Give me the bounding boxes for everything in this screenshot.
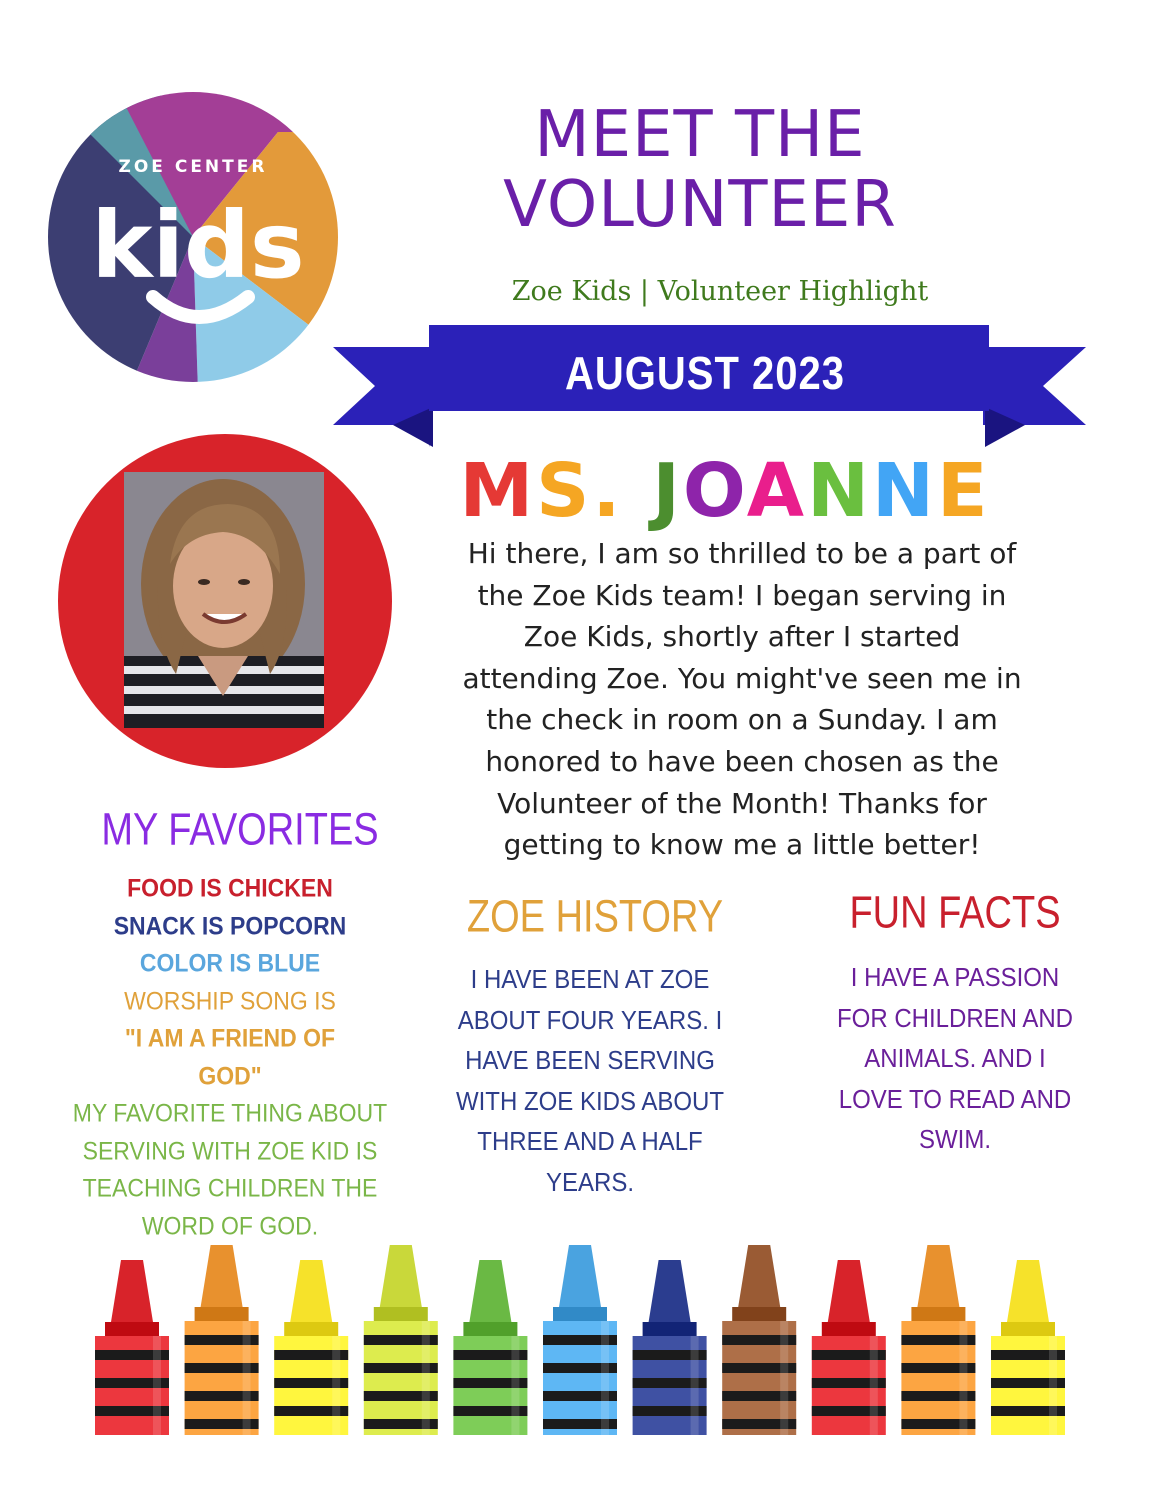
favorite-line: SNACK IS POPCORN [113, 911, 347, 940]
bio-line: Zoe Kids, shortly after I started [523, 620, 961, 654]
name-letter: J [652, 448, 683, 534]
bio-line: the Zoe Kids team! I began serving in [477, 578, 1007, 612]
history-line: HAVE BEEN SERVING [465, 1046, 715, 1076]
logo-word: kids [91, 192, 305, 299]
fun-fact-line: LOVE TO READ AND [838, 1084, 1072, 1115]
favorite-line: WORD OF GOD. [141, 1211, 319, 1240]
favorite-line: SERVING WITH ZOE KID IS [82, 1136, 378, 1165]
crayon-icon [812, 1260, 886, 1435]
favorites-heading: MY FAVORITES [101, 805, 379, 856]
favorite-line: FOOD IS CHICKEN [127, 873, 333, 903]
favorite-line: WORSHIP SONG IS [124, 986, 336, 1015]
bio-line: Volunteer of the Month! Thanks for [497, 786, 987, 820]
crayon-icon [543, 1245, 617, 1435]
history-line: YEARS. [545, 1167, 635, 1198]
favorite-line: MY FAVORITE THING ABOUT [72, 1098, 388, 1128]
history-line: I HAVE BEEN AT ZOE [470, 965, 710, 995]
fun-fact-line: ANIMALS. AND I [864, 1044, 1046, 1074]
bio-line: getting to know me a little better! [503, 828, 981, 862]
page-subtitle: Zoe Kids | Volunteer Highlight [511, 276, 929, 307]
crayon-icon [95, 1260, 169, 1435]
name-letter: M [459, 448, 537, 534]
bio-line: honored to have been chosen as the [485, 744, 999, 778]
favorites-list [40, 870, 420, 1245]
crayon-icon [901, 1245, 975, 1435]
fun-fact-line: SWIM. [919, 1125, 991, 1155]
logo-top-text: ZOE CENTER [118, 157, 268, 177]
crayon-icon [633, 1260, 707, 1435]
fun-fact-line: FOR CHILDREN AND [836, 1003, 1074, 1034]
name-letter [624, 448, 653, 534]
volunteer-name [440, 448, 1010, 534]
bio-line: the check in room on a Sunday. I am [486, 703, 998, 737]
fun-facts-text [830, 958, 1080, 1161]
favorite-line: COLOR IS BLUE [139, 948, 321, 978]
crayon-icon [364, 1245, 438, 1435]
history-line: THREE AND A HALF [477, 1127, 703, 1157]
fun-facts-heading: FUN FACTS [849, 888, 1061, 939]
crayon-row [95, 1210, 1075, 1435]
crayon-icon [274, 1260, 348, 1435]
history-line: ABOUT FOUR YEARS. I [457, 1005, 723, 1036]
history-text [455, 960, 725, 1203]
name-letter: N [807, 448, 872, 534]
favorite-line: "I AM A FRIEND OF [124, 1023, 336, 1053]
name-letter: . [592, 448, 624, 534]
name-letter: N [872, 448, 937, 534]
bio-line: attending Zoe. You might've seen me in [462, 661, 1022, 695]
name-letter: S [536, 448, 593, 534]
title-line-1: MEET THE [534, 98, 866, 172]
fun-fact-line: I HAVE A PASSION [850, 963, 1060, 993]
volunteer-photo [58, 434, 392, 768]
favorite-line: TEACHING CHILDREN THE [82, 1173, 378, 1203]
crayon-icon [991, 1260, 1065, 1435]
crayon-icon [185, 1245, 259, 1435]
zoe-kids-logo [48, 92, 338, 382]
name-letter: A [746, 448, 808, 534]
history-heading: ZOE HISTORY [466, 892, 724, 943]
title-line-2: VOLUNTEER [503, 168, 897, 242]
portrait-image [124, 472, 324, 728]
name-letter: O [682, 448, 747, 534]
bio-line: Hi there, I am so thrilled to be a part of [467, 537, 1017, 570]
crayon-icon [722, 1245, 796, 1435]
name-letter: E [936, 448, 991, 534]
ribbon-label: AUGUST 2023 [565, 348, 845, 400]
favorite-line: GOD" [198, 1061, 262, 1090]
crayon-icon [453, 1260, 527, 1435]
history-line: WITH ZOE KIDS ABOUT [455, 1086, 725, 1117]
volunteer-bio [412, 533, 1072, 866]
page-title [450, 100, 950, 240]
